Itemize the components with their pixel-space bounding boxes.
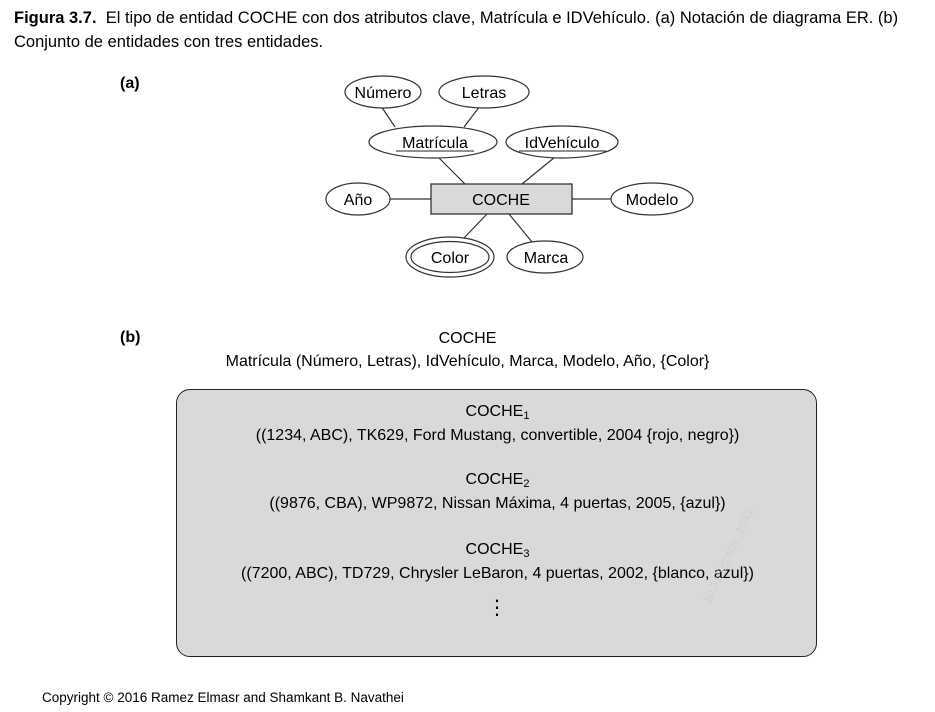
copyright-footer: Copyright © 2016 Ramez Elmasr and Shamkant B. Navathei (42, 690, 404, 705)
link-idvehiculo-coche (522, 157, 555, 184)
link-coche-marca (509, 214, 532, 242)
attribute-marca (507, 241, 583, 273)
attribute-anio-label: Año (343, 192, 373, 209)
part-a-label: (a) (120, 75, 140, 92)
entity-coche (431, 184, 572, 214)
entity-1-index: 1 (523, 410, 530, 422)
entity-type-name: COCHE (438, 330, 497, 347)
attribute-numero (345, 76, 421, 108)
attribute-letras (439, 76, 529, 108)
attribute-modelo-label: Modelo (625, 192, 679, 209)
caption-label: Figura 3.7. (14, 9, 97, 27)
er-diagram (0, 0, 935, 300)
attribute-color-label: Color (430, 250, 470, 267)
entity-coche-label: COCHE (472, 192, 530, 209)
continuation-dots: ⋮ (487, 597, 507, 619)
link-coche-color (463, 214, 487, 239)
attribute-idvehiculo (506, 126, 618, 158)
entity-set-box (176, 389, 817, 657)
entity-2 (177, 468, 818, 516)
entity-type-attributes: Matrícula (Número, Letras), IdVehículo, Marca, Modelo, Año, {Color} (225, 353, 710, 370)
attribute-idvehiculo-label: IdVehículo (524, 135, 600, 152)
entity-1-values: ((1234, ABC), TK629, Ford Mustang, convertible, 2004 {rojo, negro}) (255, 427, 740, 444)
entity-1-name: COCHE (465, 403, 524, 420)
entity-2-name: COCHE (465, 471, 524, 488)
attribute-matricula-label: Matrícula (402, 135, 468, 152)
attribute-color (406, 237, 494, 277)
entity-1 (177, 400, 818, 448)
entity-3-values: ((7200, ABC), TD729, Chrysler LeBaron, 4 puertas, 2002, {blanco, azul}) (241, 565, 754, 582)
attribute-anio (326, 183, 390, 215)
part-b-label: (b) (120, 329, 141, 346)
link-numero-matricula (381, 106, 395, 127)
entity-2-values: ((9876, CBA), WP9872, Nissan Máxima, 4 puertas, 2005, {azul}) (269, 495, 726, 512)
link-matricula-coche (438, 157, 465, 184)
watermark: 10.31522409..1041 (700, 506, 757, 606)
entity-3-index: 3 (523, 548, 530, 560)
attribute-modelo (611, 183, 693, 215)
link-letras-matricula (464, 106, 480, 127)
attribute-letras-label: Letras (461, 85, 507, 102)
attribute-marca-label: Marca (523, 250, 569, 267)
entity-2-index: 2 (523, 478, 530, 490)
entity-3-name: COCHE (465, 541, 524, 558)
caption-text: El tipo de entidad COCHE con dos atributos clave, Matrícula e IDVehículo. (a) Notación de diagrama ER. (b) Conjunto de entidades con tres entidades. (14, 9, 899, 51)
attribute-matricula (369, 126, 497, 158)
attribute-numero-label: Número (354, 85, 412, 102)
